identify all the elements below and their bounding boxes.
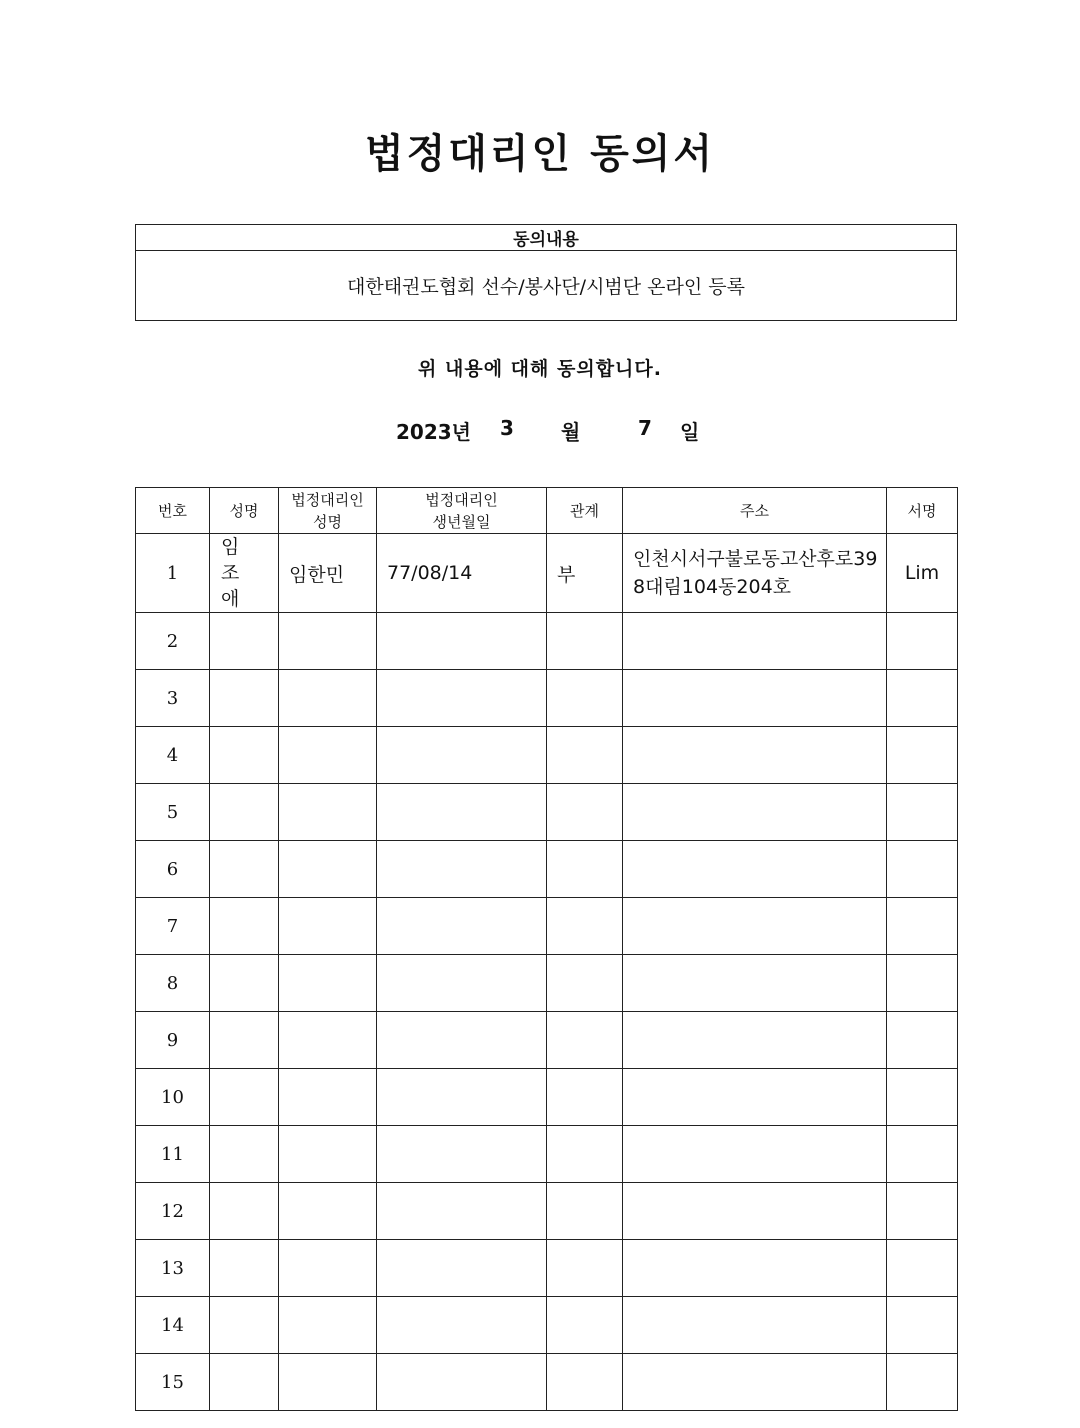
relation [547,727,623,784]
guardian-name [279,727,377,784]
relation [547,1297,623,1354]
student-name [210,898,279,955]
header-guardian-name-line1: 법정대리인 [291,490,364,509]
table-row [136,1126,958,1183]
guardian-name [279,898,377,955]
student-name [210,1126,279,1183]
table-row [136,534,958,613]
guardian-name [279,1012,377,1069]
relation [547,784,623,841]
header-signature: 서명 [887,488,958,534]
student-name-line1: 임 조 [221,536,246,584]
guardian-birth [377,1126,547,1183]
relation [547,613,623,670]
guardian-birth [377,727,547,784]
row-number: 1 [136,534,210,613]
student-name [210,841,279,898]
address [623,841,887,898]
row-number: 11 [136,1126,210,1183]
guardian-name [279,1297,377,1354]
address: 인천시서구불로동고산후로398대림104동204호 [623,534,887,613]
table-row [136,727,958,784]
student-name [210,955,279,1012]
date-day-label: 일 [680,420,700,444]
student-name [210,727,279,784]
table-row [136,1240,958,1297]
row-number: 12 [136,1183,210,1240]
guardian-birth [377,1297,547,1354]
address [623,1183,887,1240]
guardian-birth [377,1240,547,1297]
guardian-birth [377,784,547,841]
table-row [136,1012,958,1069]
row-number: 14 [136,1297,210,1354]
relation [547,1183,623,1240]
row-number: 10 [136,1069,210,1126]
signature [887,1354,958,1411]
signature: Lim [887,534,958,613]
address [623,613,887,670]
row-number: 2 [136,613,210,670]
header-no: 번호 [136,488,210,534]
guardian-name [279,1240,377,1297]
address [623,1069,887,1126]
guardian-birth [377,841,547,898]
relation [547,1354,623,1411]
student-name [210,613,279,670]
signature [887,727,958,784]
header-guardian-birth-line1: 법정대리인 [425,490,498,509]
signature [887,1240,958,1297]
guardian-birth [377,1012,547,1069]
table-row [136,1183,958,1240]
signature [887,1297,958,1354]
address [623,1297,887,1354]
table-row [136,1354,958,1411]
guardian-birth [377,898,547,955]
table-row [136,1297,958,1354]
relation: 부 [547,534,623,613]
agree-statement: 위 내용에 대해 동의합니다. [418,358,662,380]
address [623,955,887,1012]
guardian-birth [377,1069,547,1126]
document-title: 법정대리인 동의서 [364,131,716,177]
header-guardian-name-line2: 성명 [313,512,342,531]
table-row [136,784,958,841]
registrant-table [135,487,958,1411]
header-address: 주소 [623,488,887,534]
relation [547,841,623,898]
student-name [210,1354,279,1411]
consent-box [135,224,957,321]
signature [887,1012,958,1069]
date-month-label: 월 [561,420,581,444]
guardian-name [279,841,377,898]
consent-header: 동의내용 [136,225,957,251]
row-number: 3 [136,670,210,727]
student-name [210,534,279,613]
date-month: 3 [500,416,514,440]
student-name [210,1012,279,1069]
header-name: 성명 [210,488,279,534]
guardian-name [279,1126,377,1183]
student-name-line2: 애 [221,588,246,610]
guardian-birth [377,1183,547,1240]
row-number: 5 [136,784,210,841]
header-relation: 관계 [547,488,623,534]
address [623,784,887,841]
header-guardian-birth-line2: 생년월일 [432,512,491,531]
relation [547,670,623,727]
table-row [136,898,958,955]
signature [887,841,958,898]
date-day: 7 [638,416,652,440]
address [623,1354,887,1411]
guardian-name [279,1183,377,1240]
guardian-name [279,784,377,841]
table-row [136,1069,958,1126]
relation [547,955,623,1012]
guardian-name [279,613,377,670]
row-number: 9 [136,1012,210,1069]
date-line [0,416,1080,444]
address [623,1126,887,1183]
guardian-birth [377,955,547,1012]
row-number: 4 [136,727,210,784]
header-guardian-name [279,488,377,534]
signature [887,1183,958,1240]
signature [887,955,958,1012]
student-name [210,1240,279,1297]
student-name [210,784,279,841]
table-row [136,955,958,1012]
table-header-row [136,488,958,534]
guardian-name: 임한민 [279,534,377,613]
guardian-birth [377,670,547,727]
relation [547,898,623,955]
guardian-name [279,1069,377,1126]
address [623,1012,887,1069]
row-number: 8 [136,955,210,1012]
guardian-birth [377,613,547,670]
guardian-name [279,1354,377,1411]
student-name [210,670,279,727]
guardian-birth: 77/08/14 [377,534,547,613]
row-number: 15 [136,1354,210,1411]
relation [547,1012,623,1069]
student-name [210,1183,279,1240]
relation [547,1069,623,1126]
row-number: 13 [136,1240,210,1297]
signature [887,613,958,670]
signature [887,898,958,955]
address [623,670,887,727]
table-row [136,670,958,727]
consent-content: 대한태권도협회 선수/봉사단/시범단 온라인 등록 [136,251,957,321]
address [623,1240,887,1297]
signature [887,784,958,841]
table-row [136,613,958,670]
guardian-birth [377,1354,547,1411]
row-number: 6 [136,841,210,898]
relation [547,1126,623,1183]
guardian-name [279,670,377,727]
address [623,727,887,784]
address [623,898,887,955]
row-number: 7 [136,898,210,955]
signature [887,1126,958,1183]
student-name [210,1069,279,1126]
relation [547,1240,623,1297]
guardian-name [279,955,377,1012]
signature [887,1069,958,1126]
date-year: 2023년 [396,420,471,444]
header-guardian-birth [377,488,547,534]
table-row [136,841,958,898]
signature [887,670,958,727]
student-name [210,1297,279,1354]
